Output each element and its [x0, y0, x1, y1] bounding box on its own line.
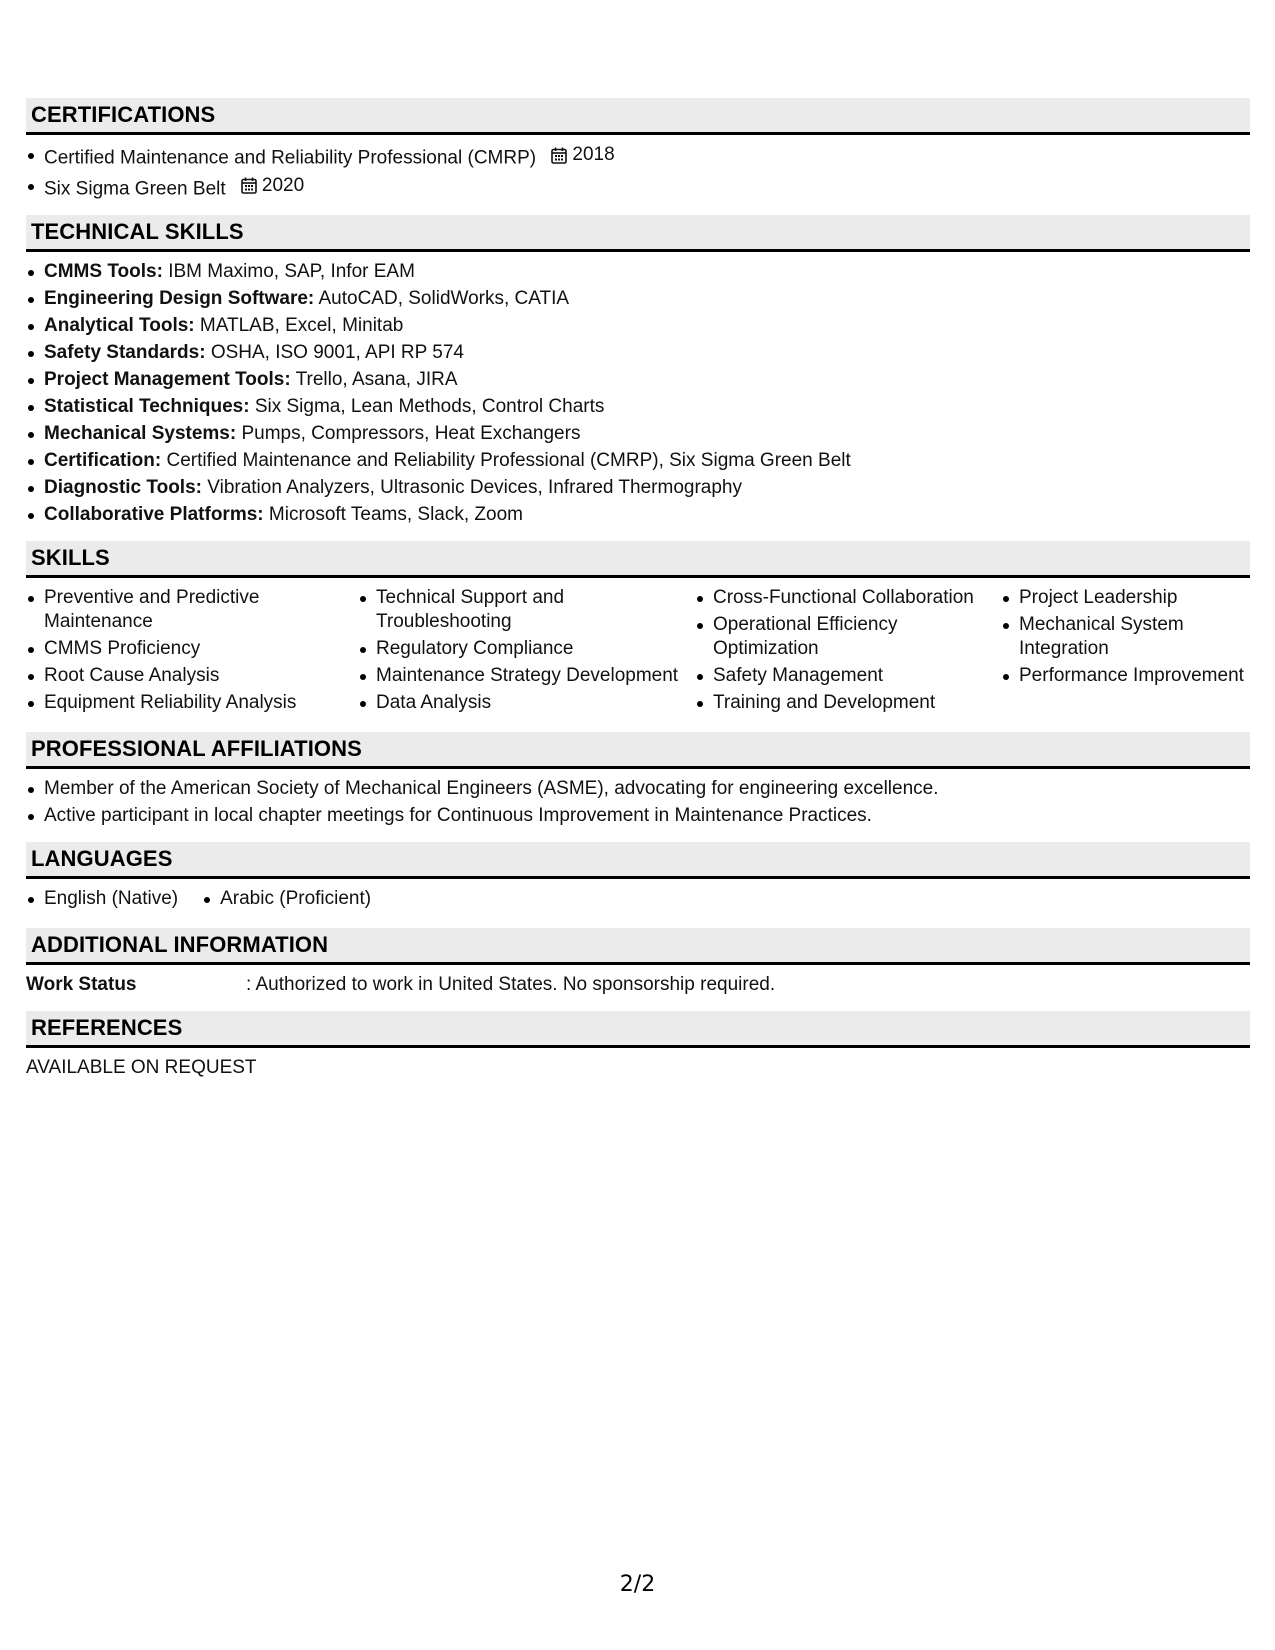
certifications-list — [26, 143, 1250, 201]
languages-list — [26, 887, 1250, 914]
affiliations-list — [26, 777, 1250, 828]
certification-name: Six Sigma Green Belt — [44, 178, 226, 199]
skills-column — [358, 586, 695, 718]
technical-skill-item — [26, 503, 1250, 527]
technical-skill-item — [26, 422, 1250, 446]
skill-item: Root Cause Analysis — [26, 664, 358, 688]
page-number: 2/2 — [619, 1572, 656, 1597]
section-title: REFERENCES — [31, 1015, 183, 1040]
technical-skill-item — [26, 476, 1250, 500]
skill-category: CMMS Tools: — [44, 261, 163, 282]
certifications-section — [26, 98, 1250, 201]
section-header — [26, 215, 1250, 252]
resume-page — [26, 98, 1250, 1094]
skill-category: Certification: — [44, 450, 162, 471]
skill-category: Mechanical Systems: — [44, 423, 237, 444]
technical-skills-section — [26, 215, 1250, 527]
certification-year: 2020 — [261, 174, 305, 196]
work-status-row — [26, 973, 1250, 997]
section-header — [26, 928, 1250, 965]
section-header — [26, 1011, 1250, 1048]
skill-item: Equipment Reliability Analysis — [26, 691, 358, 715]
skills-section — [26, 541, 1250, 718]
section-header — [26, 842, 1250, 879]
technical-skill-item — [26, 260, 1250, 284]
skill-item: Project Leadership — [1001, 586, 1250, 610]
additional-info-section — [26, 928, 1250, 997]
skill-values: AutoCAD, SolidWorks, CATIA — [318, 288, 570, 309]
skill-item: Safety Management — [695, 664, 1001, 688]
section-title: TECHNICAL SKILLS — [31, 219, 244, 244]
skill-values: Trello, Asana, JIRA — [295, 369, 458, 390]
language-item: Arabic (Proficient) — [202, 887, 371, 911]
skill-values: Certified Maintenance and Reliability Professional (CMRP), Six Sigma Green Belt — [166, 450, 851, 471]
technical-skill-item — [26, 368, 1250, 392]
technical-skill-item — [26, 287, 1250, 311]
skill-item: Training and Development — [695, 691, 1001, 715]
skill-item: Preventive and Predictive Maintenance — [26, 586, 358, 634]
certification-item — [26, 143, 1250, 171]
skill-category: Statistical Techniques: — [44, 396, 250, 417]
skill-item: Maintenance Strategy Development — [358, 664, 695, 688]
section-title: ADDITIONAL INFORMATION — [31, 932, 329, 957]
skill-category: Diagnostic Tools: — [44, 477, 202, 498]
work-status-value: : Authorized to work in United States. No sponsorship required. — [246, 974, 776, 995]
certification-name: Certified Maintenance and Reliability Professional (CMRP) — [44, 147, 537, 169]
skill-values: IBM Maximo, SAP, Infor EAM — [168, 261, 415, 282]
section-title: PROFESSIONAL AFFILIATIONS — [31, 736, 362, 761]
skill-item: Operational Efficiency Optimization — [695, 613, 1001, 661]
skill-item: CMMS Proficiency — [26, 637, 358, 661]
skills-column — [695, 586, 1001, 718]
section-title: LANGUAGES — [31, 846, 173, 871]
skill-item: Performance Improvement — [1001, 664, 1250, 688]
skills-column — [26, 586, 358, 718]
work-status-label: Work Status — [26, 974, 137, 995]
section-title: CERTIFICATIONS — [31, 102, 216, 127]
skill-item: Regulatory Compliance — [358, 637, 695, 661]
affiliations-section — [26, 732, 1250, 828]
skill-values: OSHA, ISO 9001, API RP 574 — [210, 342, 464, 363]
technical-skill-item — [26, 341, 1250, 365]
section-header — [26, 732, 1250, 769]
affiliation-item: Active participant in local chapter meetings for Continuous Improvement in Maintenance Practices. — [26, 804, 1250, 828]
skill-item: Data Analysis — [358, 691, 695, 715]
certification-date — [241, 174, 304, 198]
skill-category: Safety Standards: — [44, 342, 206, 363]
calendar-icon — [241, 177, 257, 194]
skill-values: MATLAB, Excel, Minitab — [199, 315, 404, 336]
skill-values: Pumps, Compressors, Heat Exchangers — [241, 423, 581, 444]
skill-item: Technical Support and Troubleshooting — [358, 586, 695, 634]
skills-column — [1001, 586, 1250, 718]
skill-category: Project Management Tools: — [44, 369, 291, 390]
skill-category: Analytical Tools: — [44, 315, 195, 336]
certification-item — [26, 174, 1250, 202]
technical-skill-item — [26, 449, 1250, 473]
references-section — [26, 1011, 1250, 1080]
skill-category: Engineering Design Software: — [44, 288, 315, 309]
certification-date — [551, 143, 614, 167]
certification-year: 2018 — [572, 144, 615, 165]
skill-values: Vibration Analyzers, Ultrasonic Devices, Infrared Thermography — [207, 477, 742, 498]
technical-skill-item — [26, 395, 1250, 419]
section-header — [26, 98, 1250, 135]
skill-values: Microsoft Teams, Slack, Zoom — [268, 504, 523, 525]
skill-item: Mechanical System Integration — [1001, 613, 1250, 661]
skill-values: Six Sigma, Lean Methods, Control Charts — [254, 396, 605, 417]
technical-skills-list — [26, 260, 1250, 527]
calendar-icon — [551, 147, 567, 164]
technical-skill-item — [26, 314, 1250, 338]
affiliation-item: Member of the American Society of Mechanical Engineers (ASME), advocating for engineering excellence. — [26, 777, 1250, 801]
skills-columns — [26, 586, 1250, 718]
language-item: English (Native) — [26, 887, 178, 911]
languages-section — [26, 842, 1250, 914]
section-title: SKILLS — [31, 545, 110, 570]
skill-category: Collaborative Platforms: — [44, 504, 264, 525]
section-header — [26, 541, 1250, 578]
references-text: AVAILABLE ON REQUEST — [26, 1057, 257, 1078]
skill-item: Cross-Functional Collaboration — [695, 586, 1001, 610]
